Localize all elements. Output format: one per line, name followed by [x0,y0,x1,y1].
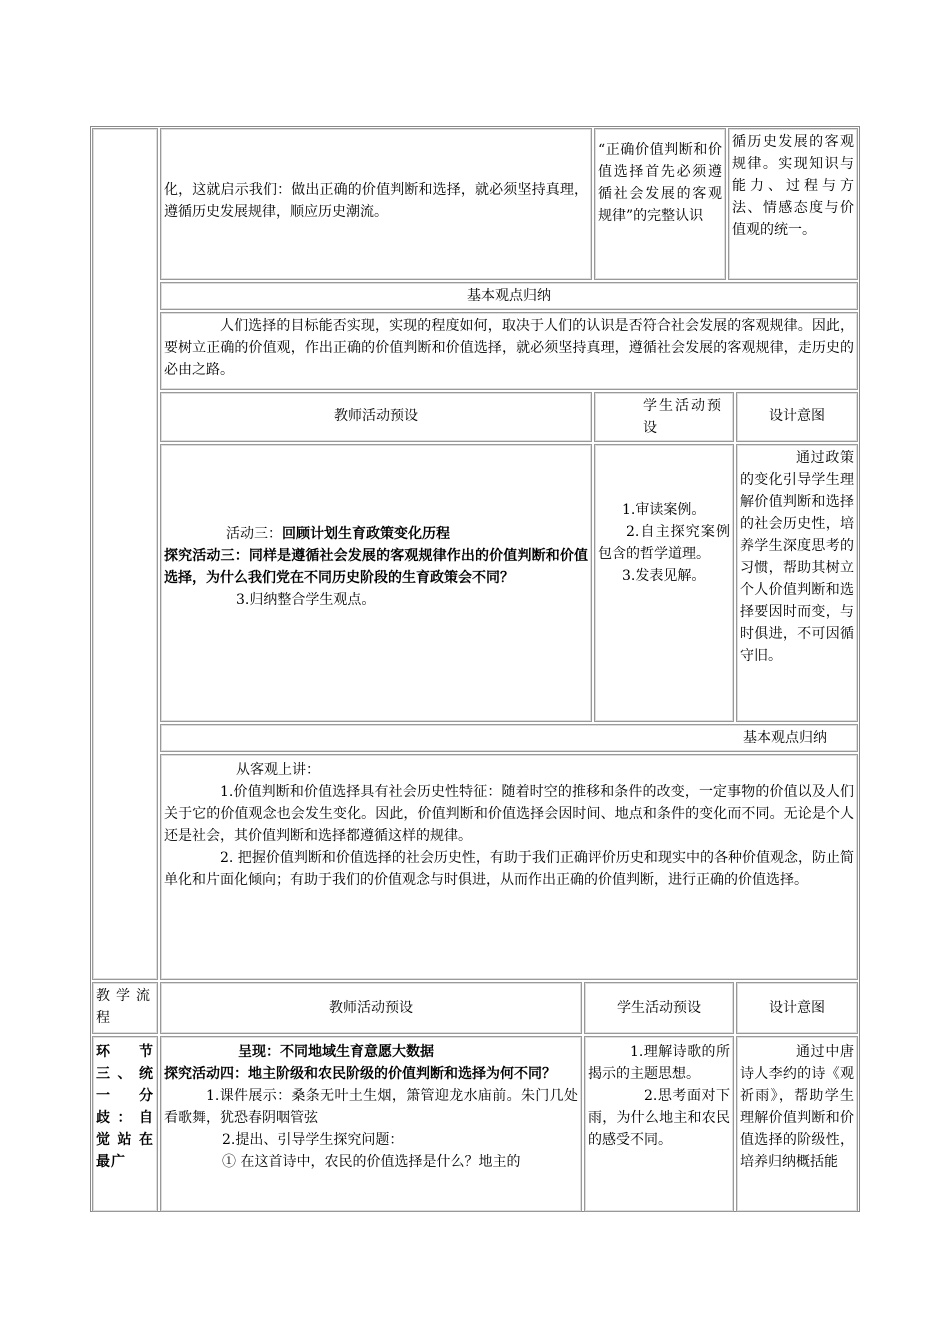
left-column-blank [92,128,158,980]
header2-teacher-text: 教师活动预设 [329,1000,413,1016]
activity3-design-text: 通过政策的变化引导学生理解价值判断和选择的社会历史性，培养学生深度思考的习惯，帮助其树立个人价值判断和选择要因时而变，与时俱进，不可因循守旧。 [740,450,854,664]
activity3-teacher-cell [160,444,592,722]
section3-show-label: 呈现： [238,1044,280,1060]
row1-teacher-cell [160,128,592,280]
header2-teacher [160,982,582,1034]
header2-flow-text: 教学流程 [96,988,154,1026]
section3-step2: 2.提出、引导学生探究问题： [222,1132,404,1148]
header2-student-text: 学生活动预设 [617,1000,701,1016]
section3-step1: 1.课件展示：桑条无叶土生烟，箫管迎龙水庙前。朱门几处看歌舞，犹恐春阴咽管弦 [164,1088,578,1126]
summary1-header-text: 基本观点归纳 [467,288,551,304]
section3-label: 环节三、统一分歧：自觉站在最广 [96,1044,154,1170]
summary2-header-text: 基本观点归纳 [743,730,827,746]
header2-design [736,982,858,1034]
row1-design-text: 循历史发展的客观规律。实现知识与能力、过程与方法、情感态度与价值观的统一。 [732,134,854,238]
activity3-student-cell [594,444,734,722]
section3-student-cell [584,1036,734,1212]
section3-label-cell [92,1036,158,1212]
header1-design [736,392,858,442]
section3-student-1: 1.理解诗歌的所揭示的主题思想。 [588,1044,730,1082]
activity3-title-line [164,523,588,545]
activity3-title: 回顾计划生育政策变化历程 [282,526,450,542]
section3-show-title: 不同地域生育意愿大数据 [280,1044,434,1060]
header2-flow [92,982,158,1034]
activity3-student-3: 3.发表见解。 [622,568,706,584]
summary2-body [160,754,858,980]
activity3-label: 活动三： [226,526,282,542]
row1-main-text: 化，这就启示我们：做出正确的价值判断和选择，就必须坚持真理，遵循历史发展规律，顺应历史潮流。 [164,182,588,220]
section3-design-text: 通过中唐诗人李约的诗《观祈雨》，帮助学生理解价值判断和价值选择的阶级性，培养归纳概括能 [740,1044,854,1170]
summary1-header [160,282,858,310]
summary2-intro: 从客观上讲： [236,762,320,778]
activity3-question: 探究活动三：同样是遵循社会发展的客观规律作出的价值判断和价值选择，为什么我们党在不同历史阶段的生育政策会不同？ [164,548,588,586]
summary1-text: 人们选择的目标能否实现，实现的程度如何，取决于人们的认识是否符合社会发展的客观规律。因此，要树立正确的价值观，作出正确的价值判断和价值选择，就必须坚持真理，遵循社会发展的客观规律，走历史的必由之路。 [164,318,854,378]
header1-teacher-text: 教师活动预设 [334,408,418,424]
row1-design-cell [728,128,858,280]
activity3-student-1: 1.审读案例。 [622,502,706,518]
section3-question: 探究活动四：地主阶级和农民阶级的价值判断和选择为何不同？ [164,1066,556,1082]
header2-design-text: 设计意图 [769,1000,825,1016]
section3-student-2: 2.思考面对下雨，为什么地主和农民的感受不同。 [588,1088,730,1148]
row1-student-text: “正确价值判断和价值选择首先必须遵循社会发展的客观规律”的完整认识 [598,142,722,224]
header1-teacher [160,392,592,442]
activity3-student-2: 2.自主探究案例包含的哲学道理。 [598,524,730,562]
section3-show-line [164,1041,578,1063]
summary1-body [160,312,858,390]
section3-teacher-cell [160,1036,582,1212]
section3-step2a: ① 在这首诗中，农民的价值选择是什么？地主的 [222,1154,521,1170]
header2-student [584,982,734,1034]
summary2-header [160,724,858,752]
section3-design-cell [736,1036,858,1212]
row1-student-cell [594,128,726,280]
header1-student [594,392,734,442]
header1-design-text: 设计意图 [769,408,825,424]
header1-student-text: 学生活动预设 [643,398,723,436]
activity3-step: 3.归纳整合学生观点。 [236,592,376,608]
summary2-p2: 2. 把握价值判断和价值选择的社会历史性，有助于我们正确评价历史和现实中的各种价值观念，防止简单化和片面化倾向；有助于我们的价值观念与时俱进，从而作出正确的价值判断，进行正确的价值选择。 [164,850,854,888]
summary2-p1: 1.价值判断和价值选择具有社会历史性特征：随着时空的推移和条件的改变，一定事物的价值以及人们关于它的价值观念也会发生变化。因此，价值判断和价值选择会因时间、地点和条件的变化而不同。无论是个人还是社会，其价值判断和选择都遵循这样的规律。 [164,784,854,844]
activity3-design-cell [736,444,858,722]
